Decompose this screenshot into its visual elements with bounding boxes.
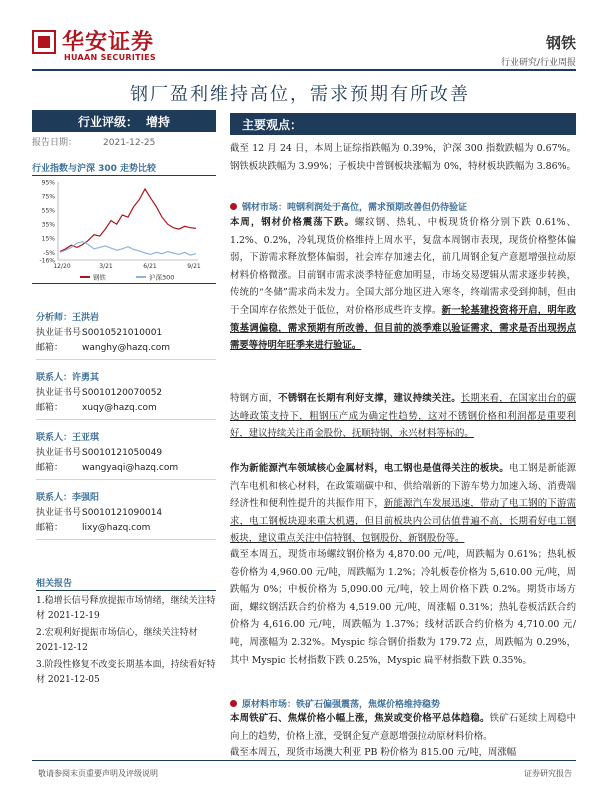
steel-p3-body: 电工钢是新能源汽车电机和核心材料，在政策端碳中和、供给端新的下游车势力加速入场、消费端经济性和便利性提升的共振作用下， bbox=[230, 463, 576, 510]
raw-p1-body: 铁矿石延续上周稳中向上的趋势，价格上涨，受钢企复产意愿增强拉动原材料价格。 bbox=[230, 713, 576, 742]
analyst-name-line bbox=[36, 311, 170, 326]
key-points-heading: 主要观点： bbox=[242, 118, 303, 132]
analyst-name-line bbox=[36, 371, 162, 386]
section-steel-market-heading bbox=[230, 200, 467, 213]
analyst-email[interactable]: lixy@hazq.com bbox=[82, 523, 151, 533]
mail-label: 邮箱： bbox=[36, 403, 64, 413]
chart-title: 行业指数与沪深 300 走势比较 bbox=[32, 164, 157, 174]
steel-market-paragraph-3 bbox=[230, 460, 576, 548]
cert-label: 执业证书号： bbox=[36, 448, 91, 458]
logo-mark bbox=[32, 30, 56, 54]
rating-value: 增持 bbox=[146, 114, 171, 129]
footer-report-label: 证券研究报告 bbox=[524, 769, 572, 778]
cert-label: 执业证书号： bbox=[36, 328, 91, 338]
cert-label: 执业证书号： bbox=[36, 388, 91, 398]
analyst-role: 联系人： bbox=[36, 493, 73, 503]
intro-paragraph: 截至 12 月 24 日，本周上证综指跌幅为 0.39%，沪深 300 指数跌幅为 0.67%。钢铁板块跌幅为 3.99%；子板块中普钢板块涨幅为 0%，特材板块跌幅为 3.86%。 bbox=[230, 143, 576, 172]
related-report-item[interactable]: 1.稳增长信号释放提振市场情绪，继续关注特材 2021-12-19 bbox=[36, 596, 216, 621]
analyst-separator bbox=[36, 539, 216, 540]
analyst-name: 许勇其 bbox=[72, 373, 100, 383]
y-tick-label: 35% bbox=[41, 221, 55, 229]
steel-p1-emphasis: 新一轮基建投资将开启，明年政策基调偏稳，需求预期有所改善，但目前的淡季难以验证需求，需求是否出现拐点需要等待明年旺季来进行验证。 bbox=[230, 304, 576, 352]
steel-p2-underlined: 长期来看，在国家出台的碳达峰政策支持下，粗钢压产成为确定性趋势，这对不锈钢价格和利润都是重要利好，建议持续关注甬金股份、抚顺特钢、永兴材料等标的。 bbox=[230, 393, 576, 440]
report-date-value: 2021-12-25 bbox=[103, 138, 156, 148]
x-tick-label: 3/21 bbox=[99, 263, 113, 270]
rating-bar bbox=[32, 110, 216, 132]
analyst-name-line bbox=[36, 491, 162, 506]
chart-bottom-rule bbox=[32, 283, 216, 284]
cert-number: S0010120070052 bbox=[82, 388, 163, 398]
analyst-name-line bbox=[36, 431, 178, 446]
analyst-mail-line bbox=[36, 521, 162, 536]
key-points-bar bbox=[230, 113, 576, 135]
section-raw-materials-title: 原材料市场：铁矿石偏强震荡，焦煤价格维持稳势 bbox=[242, 700, 441, 710]
mail-label: 邮箱： bbox=[36, 343, 64, 353]
raw-p1-bold: 本周铁矿石、焦煤价格小幅上涨，焦炭或变价格平总体趋稳。 bbox=[230, 713, 490, 724]
steel-p2-bold: 不锈钢在长期有利好支撑，建议持续关注。 bbox=[278, 393, 461, 404]
section-steel-market-title: 钢材市场：吨钢利润处于高位，需求预期改善但仍待验证 bbox=[242, 203, 468, 213]
related-reports-rule bbox=[36, 590, 216, 591]
analyst-name: 王亚琪 bbox=[72, 433, 100, 443]
page-title: 钢厂盈利维持高位，需求预期有所改善 bbox=[130, 84, 470, 105]
x-tick-label: 9/21 bbox=[187, 263, 201, 270]
bullet-icon bbox=[230, 700, 237, 707]
analyst-role: 联系人： bbox=[36, 373, 73, 383]
analyst-email[interactable]: wangyaqi@hazq.com bbox=[82, 463, 179, 473]
y-tick-label: 75% bbox=[41, 193, 55, 201]
footer-divider bbox=[32, 760, 576, 761]
analyst-separator bbox=[36, 359, 216, 360]
cert-number: S0010121050049 bbox=[82, 448, 163, 458]
analyst-cert-line bbox=[36, 326, 170, 341]
analyst-name: 王洪岩 bbox=[72, 313, 100, 323]
logo-english: HUAAN SECURITIES bbox=[64, 53, 156, 62]
analyst-card bbox=[36, 431, 178, 476]
analyst-mail-line bbox=[36, 341, 170, 356]
analyst-cert-line bbox=[36, 446, 178, 461]
cert-number: S0010521010001 bbox=[82, 328, 163, 338]
steel-market-paragraph-4: 截至本周五，现货市场螺纹钢价格为 4,870.00 元/吨，周跌幅为 0.61%；热轧板卷价格为 4,960.00 元/吨，周跌幅为 1.2%；冷轧板卷价格为 5,610.00 元/吨，周跌幅为 0%；中板价格为 5,090.00 元/吨，较上周价格下跌 0.2%。期货市场方面，螺纹钢活跃合约价格为 4,519.00 元/吨，周涨幅 0.31%；热轧卷板活跃合约价格为 4,616.00 元/吨，周跌幅为 1.37%；线材活跃合约价格为 4,710.00 元/吨，周涨幅为 2.32%。Myspic 综合钢价指数为 179.72 点，周跌幅为 0.29%，其中 Myspic 长材指数下跌 0.25%，Myspic 扁平材指数下跌 0.35%。 bbox=[230, 549, 576, 666]
report-type: 行业研究/行业周报 bbox=[500, 58, 576, 68]
analyst-email[interactable]: xuqy@hazq.com bbox=[82, 403, 157, 413]
analyst-mail-line bbox=[36, 461, 178, 476]
x-tick-label: 12/20 bbox=[53, 263, 71, 270]
steel-p3-underlined: 新能源汽车发展迅速，带动了电工钢的下游需求，电工钢板块迎来重大机遇，但目前板块内公司估值普遍不高，长期看好电工钢板块，建议重点关注中信特钢、包钢股份、新钢股份等。 bbox=[230, 498, 576, 545]
series-line-1 bbox=[60, 242, 196, 255]
steel-market-paragraph-2 bbox=[230, 390, 576, 443]
rating-label: 行业评级： bbox=[77, 114, 138, 129]
y-tick-label: 15% bbox=[41, 235, 55, 243]
steel-p1-lead: 本周，钢材价格震荡下跌。 bbox=[230, 217, 355, 228]
logo-name: 华安证券 bbox=[62, 30, 155, 55]
related-reports-list bbox=[36, 594, 216, 690]
steel-p3-bold: 作为新能源汽车领域核心金属材料，电工钢也是值得关注的板块。 bbox=[230, 463, 509, 474]
related-report-item[interactable]: 3.阶段性修复不改变长期基本面，持续看好特材 2021-12-05 bbox=[36, 660, 216, 685]
steel-p2-lead: 特钢方面， bbox=[230, 393, 279, 404]
report-date-label: 报告日期： bbox=[32, 138, 78, 148]
y-tick-label: 55% bbox=[41, 207, 55, 215]
analyst-card bbox=[36, 371, 162, 416]
analyst-separator bbox=[36, 419, 216, 420]
header-divider bbox=[32, 69, 576, 71]
analyst-role: 分析师： bbox=[36, 313, 73, 323]
index-chart bbox=[32, 176, 216, 282]
analyst-name: 李强阳 bbox=[72, 493, 100, 503]
analyst-card bbox=[36, 491, 162, 536]
report-date bbox=[32, 135, 216, 148]
cert-number: S0010121090014 bbox=[82, 508, 163, 518]
analyst-separator bbox=[36, 479, 216, 480]
legend-label: 钢铁 bbox=[93, 273, 106, 282]
x-tick-label: 6/21 bbox=[143, 263, 157, 270]
related-reports-title: 相关报告 bbox=[36, 579, 73, 589]
y-tick-label: -16% bbox=[39, 257, 55, 265]
y-tick-label: -5% bbox=[43, 249, 55, 257]
analyst-card bbox=[36, 311, 170, 356]
steel-p1-body: 螺纹钢、热轧、中板现货价格分别下跌 0.61%、1.2%、0.2%，冷轧现货价格维持上周水平，复盘本周钢市表现，现货价格整体偏弱，下游需求释放整体偏弱，社会库存加速去化，前几周钢企复产意愿增强拉动原材料价格微涨。目前钢市需求淡季特征愈加明显，市场交易逻辑从需求逐步转换，传统的“冬储”需求尚未发力。全国大部分地区进入寒冬，终端需求受到抑制，但由于全国库存依然处于低位，对价格形成些许支撑。 bbox=[230, 217, 576, 316]
analyst-mail-line bbox=[36, 401, 162, 416]
analyst-cert-line bbox=[36, 386, 162, 401]
analyst-role: 联系人： bbox=[36, 433, 73, 443]
analyst-cert-line bbox=[36, 506, 162, 521]
footer-disclaimer: 敬请参阅末页重要声明及评级说明 bbox=[38, 769, 158, 778]
mail-label: 邮箱： bbox=[36, 523, 64, 533]
cert-label: 执业证书号： bbox=[36, 508, 91, 518]
industry-label: 钢铁 bbox=[545, 34, 576, 52]
bullet-icon bbox=[230, 203, 237, 210]
raw-materials-paragraph-1 bbox=[230, 710, 576, 745]
steel-market-paragraph-1 bbox=[230, 214, 576, 355]
legend-label: 沪深300 bbox=[149, 273, 175, 282]
raw-materials-paragraph-2: 截至本周五，现货市场澳大利亚 PB 粉价格为 815.00 元/吨，周涨幅 bbox=[230, 747, 517, 758]
analyst-email[interactable]: wanghy@hazq.com bbox=[82, 343, 171, 353]
y-tick-label: 95% bbox=[41, 179, 55, 187]
section-raw-materials-heading bbox=[230, 697, 440, 710]
related-report-item[interactable]: 2.宏观利好提振市场信心，继续关注特材 2021-12-12 bbox=[36, 628, 198, 653]
mail-label: 邮箱： bbox=[36, 463, 64, 473]
